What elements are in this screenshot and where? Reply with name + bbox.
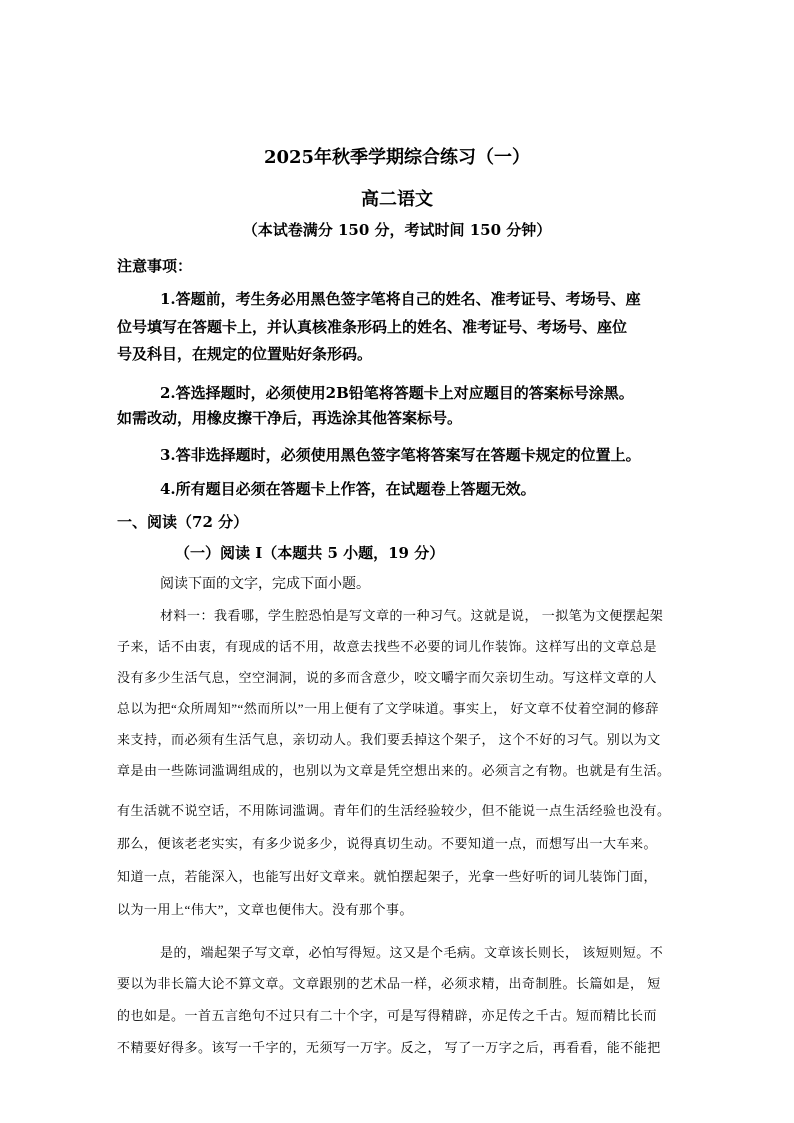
note-1-line-1: 1.答题前，考生务必用黑色签字笔将自己的姓名、准考证号、考场号、座 — [160, 290, 641, 308]
passage-line: 要以为非长篇大论不算文章。文章跟别的艺术品一样，必须求精，出奇制胜。长篇如是， 短 — [117, 976, 661, 991]
passage-line: 不精要好得多。该写一千字的，无须写一万字。反之， 写了一万字之后，再看看，能不能把 — [117, 1040, 661, 1055]
passage-line: 知道一点，若能深入，也能写出好文章来。就怕摆起架子，光拿一些好听的词儿装饰门面， — [117, 869, 658, 884]
passage-line: 没有多少生活气息，空空洞洞，说的多而含意少，咬文嚼字而欠亲切生动。写这样文章的人 — [117, 670, 658, 685]
note-2-line-1: 2.答选择题时，必须使用2B铅笔将答题卡上对应题目的答案标号涂黑。 — [160, 384, 634, 402]
passage-line: 子来，话不由衷，有现成的话不用，故意去找些不必要的词儿作装饰。这样写出的文章总是 — [117, 639, 658, 654]
passage-line: 那么，便该老老实实，有多少说多少，说得真切生动。不要知道一点，而想写出一大车来。 — [117, 836, 658, 851]
note-1-line-3: 号及科目，在规定的位置贴好条形码。 — [117, 345, 373, 363]
passage-line: 章是由一些陈词滥调组成的，也别以为文章是凭空想出来的。必须言之有物。也就是有生活。 — [117, 763, 671, 778]
subject-title: 高二语文 — [361, 189, 433, 210]
passage-line: 材料一：我看哪，学生腔恐怕是写文章的一种习气。这就是说， 一拟笔为文便摆起架 — [160, 608, 664, 623]
notes-heading: 注意事项： — [117, 257, 193, 275]
passage-line: 来支持，而必须有生活气息，亲切动人。我们要丢掉这个架子， 这个不好的习气。别以为文 — [117, 732, 661, 747]
passage-line: 的也如是。一首五言绝句不过只有二十个字，可是写得精辟，亦足传之千古。短而精比长而 — [117, 1008, 658, 1023]
section-title: 一、阅读（72 分） — [117, 513, 249, 531]
exam-title: 2025年秋季学期综合练习（一） — [263, 147, 531, 168]
note-3: 3.答非选择题时，必须使用黑色签字笔将答案写在答题卡规定的位置上。 — [160, 446, 641, 464]
section-instruction: 阅读下面的文字，完成下面小题。 — [160, 576, 370, 592]
note-1-line-2: 位号填写在答题卡上，并认真核准条形码上的姓名、准考证号、考场号、座位 — [117, 318, 628, 336]
subsection-title: （一）阅读 I（本题共 5 小题，19 分） — [175, 544, 445, 562]
note-4: 4.所有题目必须在答题卡上作答，在试题卷上答题无效。 — [160, 480, 536, 498]
passage-line: 有生活就不说空话，不用陈词滥调。青年们的生活经验较少，但不能说一点生活经验也没有。 — [117, 803, 671, 818]
exam-info: （本试卷满分 150 分，考试时间 150 分钟） — [242, 221, 552, 239]
passage-line: 以为一用上“伟大”，文章也便伟大。没有那个事。 — [117, 902, 414, 917]
note-2-line-2: 如需改动，用橡皮擦干净后，再选涂其他答案标号。 — [117, 409, 463, 427]
passage-line: 是的，端起架子写文章，必怕写得短。这又是个毛病。文章该长则长， 该短则短。不 — [160, 945, 664, 960]
passage-line: 总以为把“众所周知”“然而所以”一用上便有了文学味道。事实上， 好文章不仗着空洞的修辞 — [117, 701, 659, 716]
